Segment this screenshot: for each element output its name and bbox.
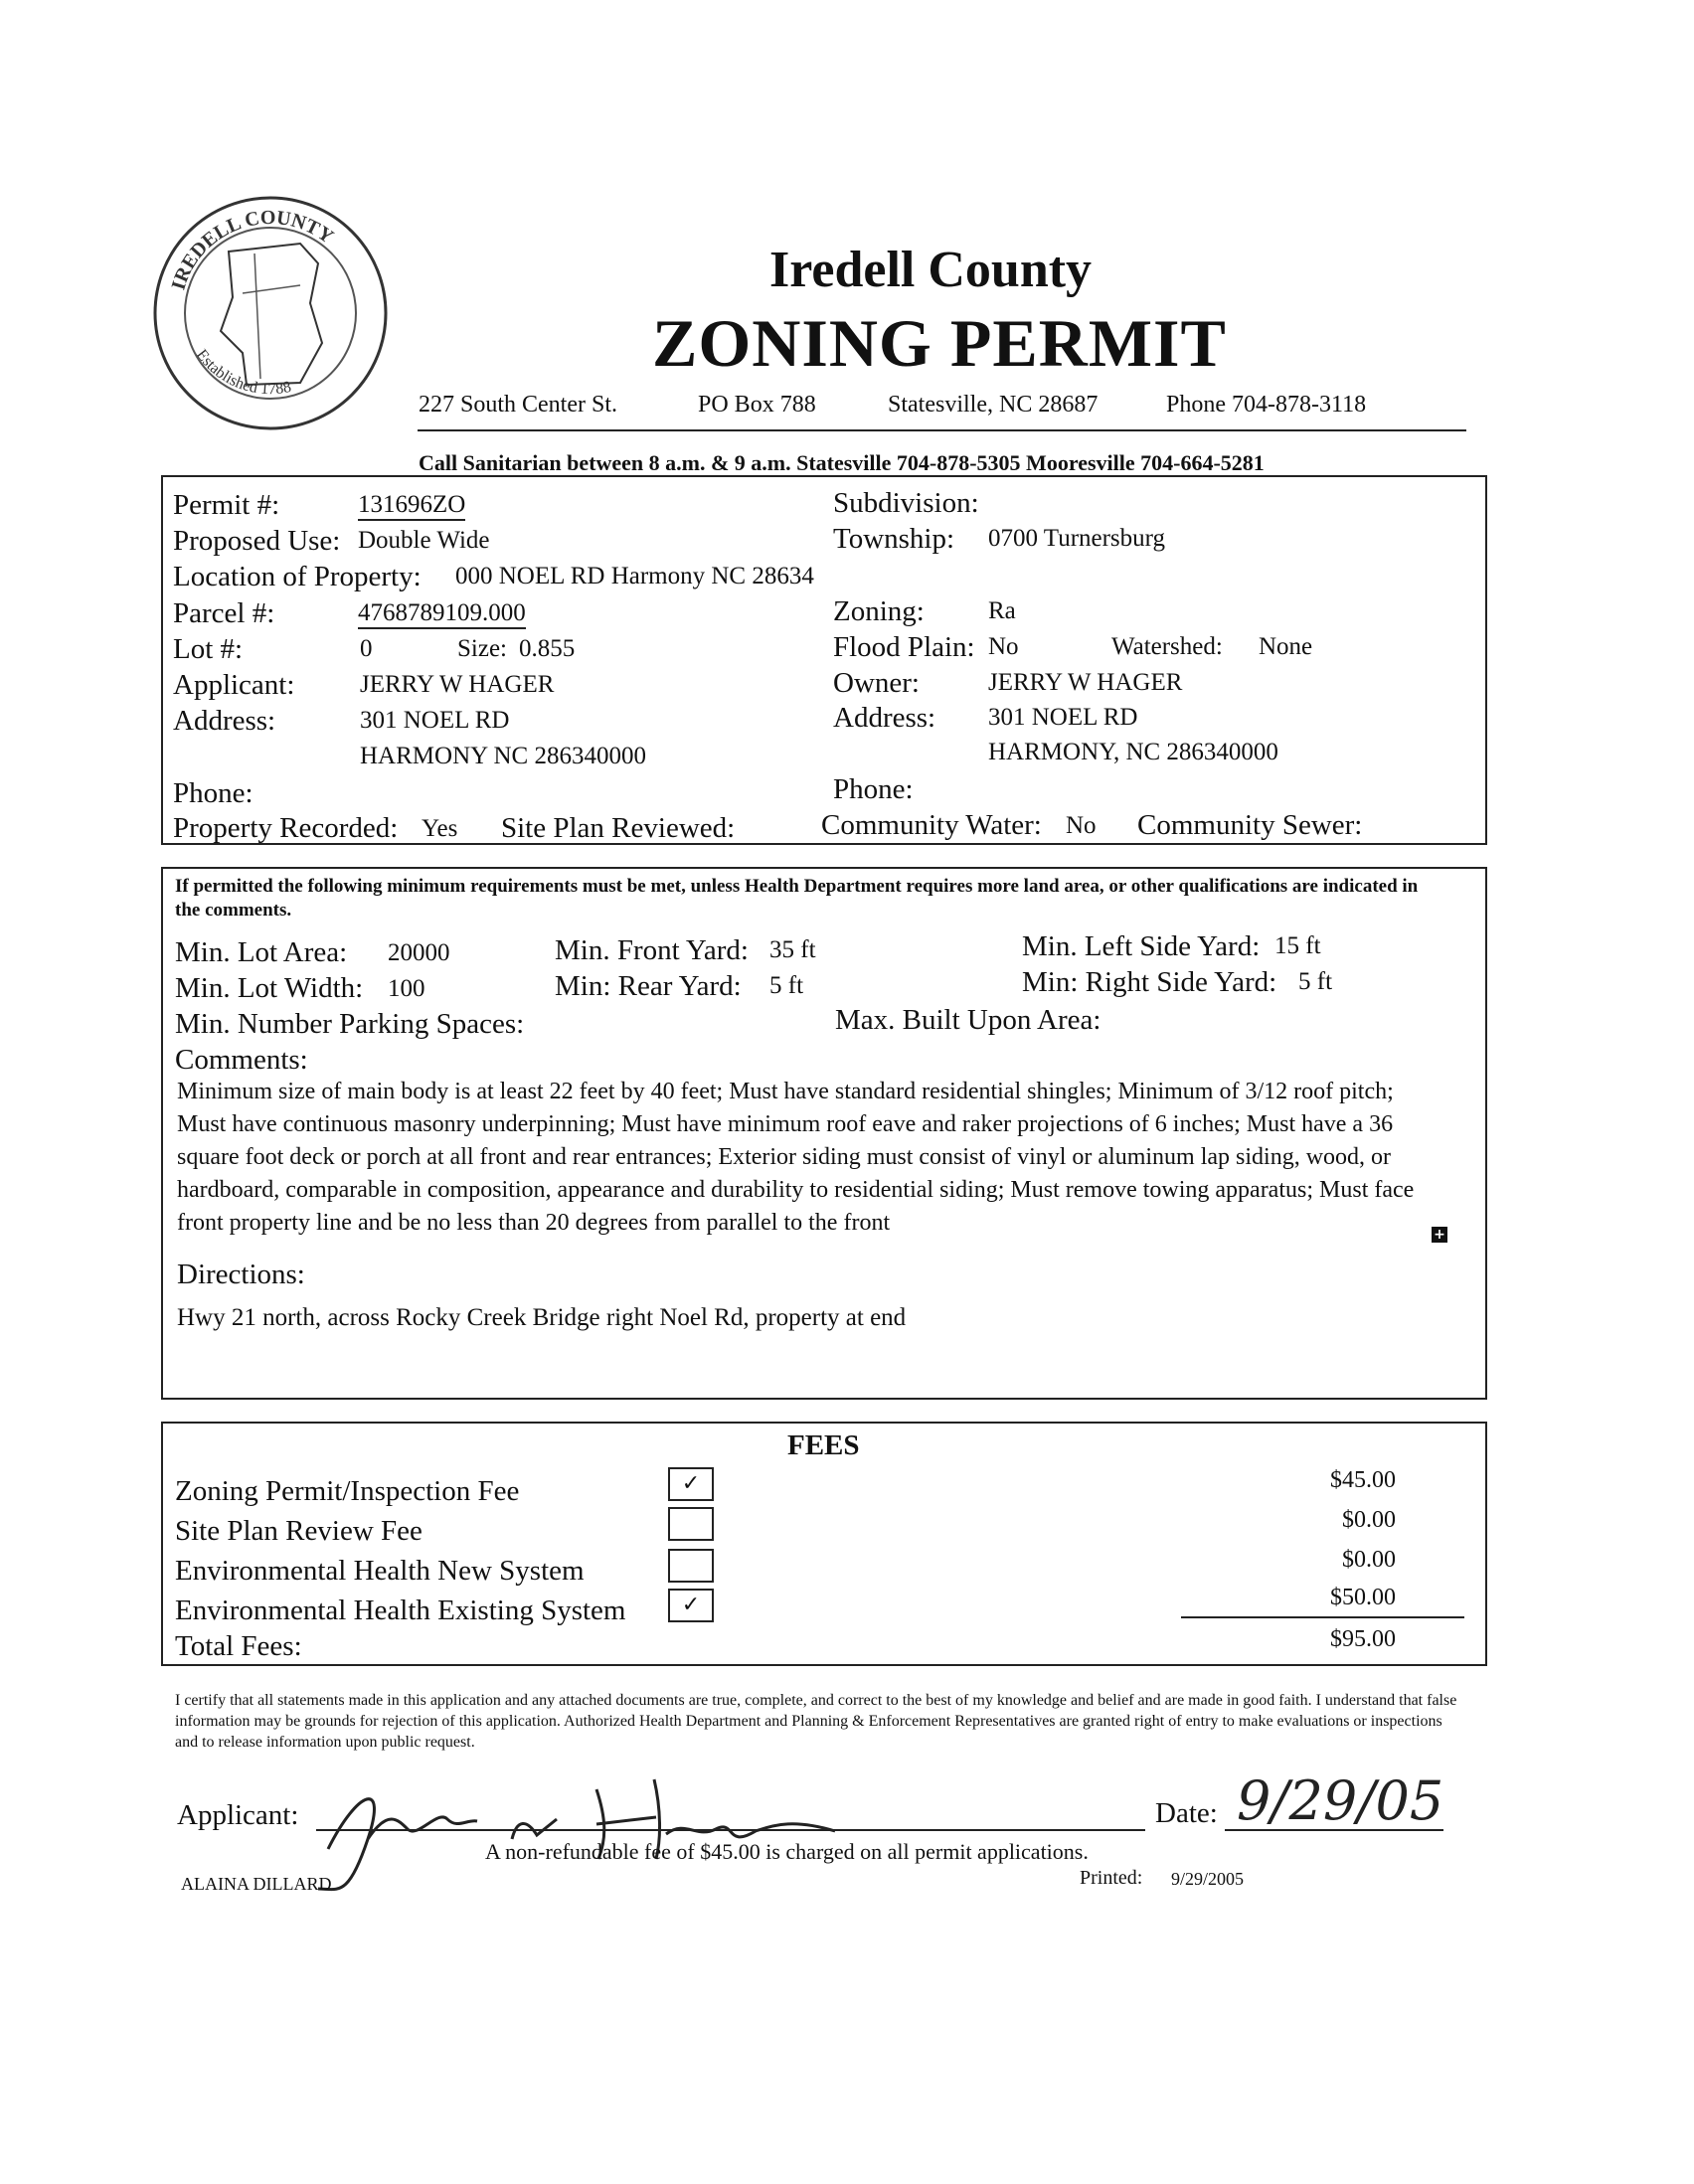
flood-plain-value: No	[988, 633, 1019, 660]
address-line2: HARMONY NC 286340000	[360, 743, 646, 769]
street-address: 227 South Center St.	[419, 392, 618, 418]
fees-total-rule	[1181, 1616, 1464, 1618]
flood-plain-label: Flood Plain:	[833, 631, 975, 663]
permit-label: Permit #:	[173, 489, 280, 521]
min-lot-width-value: 100	[388, 975, 425, 1002]
min-rear-yard-label: Min: Rear Yard:	[555, 970, 742, 1002]
location-label: Location of Property:	[173, 561, 422, 592]
fee-amount: $0.00	[1342, 1507, 1396, 1533]
city-state-zip: Statesville, NC 28687	[888, 392, 1099, 418]
signature-date: 9/29/05	[1237, 1769, 1444, 1832]
requirements-intro: If permitted the following minimum requirements must be met, unless Health Department requires more land area, or other qualifications are indicated in the comments.	[175, 876, 1419, 921]
comments-label: Comments:	[175, 1044, 308, 1076]
lot-value: 0	[360, 635, 373, 662]
printed-date: 9/29/2005	[1171, 1869, 1245, 1889]
printed-label: Printed:	[1080, 1867, 1143, 1889]
total-fees-label: Total Fees:	[175, 1630, 302, 1662]
total-fees-value: $95.00	[1330, 1626, 1396, 1652]
county-seal-icon	[151, 194, 390, 432]
fee-checkbox[interactable]	[668, 1549, 714, 1583]
owner-phone-label: Phone:	[833, 773, 914, 805]
min-lot-area-value: 20000	[388, 939, 450, 966]
phone-label: Phone:	[173, 777, 254, 809]
date-line	[1225, 1829, 1443, 1831]
property-recorded-value: Yes	[422, 815, 458, 842]
parcel-label: Parcel #:	[173, 597, 275, 629]
min-rear-yard-value: 5 ft	[769, 972, 804, 999]
permit-number: 131696ZO	[358, 491, 465, 521]
fees-title: FEES	[787, 1429, 860, 1461]
comments-text: Minimum size of main body is at least 22 feet by 40 feet; Must have standard residential shingles; Minimum of 3/12 roof pitch; Must have continuous masonry underpinning; Must have minimum roof eave and raker projections of 6 inches; Must have a 36 square foot deck or porch at all front and rear entrances; Exterior siding must consist of vinyl or aluminum lap siding, wood, or hardboard, comparable in composition, appearance and durability to residential siding; Must remove towing apparatus; Must face front property line and be no less than 20 degrees from parallel to the front	[177, 1079, 1415, 1236]
min-front-yard-value: 35 ft	[769, 936, 816, 963]
owner-address-line2: HARMONY, NC 286340000	[988, 739, 1278, 765]
directions-text: Hwy 21 north, across Rocky Creek Bridge right Noel Rd, property at end	[177, 1304, 907, 1331]
fee-amount: $0.00	[1342, 1547, 1396, 1573]
county-name: Iredell County	[769, 242, 1093, 298]
watershed-label: Watershed:	[1111, 633, 1223, 660]
sanitarian-call-note: Call Sanitarian between 8 a.m. & 9 a.m. Statesville 704-878-5305 Mooresville 704-664-5281	[419, 450, 1265, 475]
size-value: 0.855	[519, 635, 576, 662]
min-lot-width-label: Min. Lot Width:	[175, 972, 364, 1004]
min-left-side-value: 15 ft	[1274, 932, 1321, 959]
applicant-signature-line	[316, 1829, 1145, 1831]
applicant-value: JERRY W HAGER	[360, 671, 555, 698]
fee-amount: $50.00	[1330, 1585, 1396, 1610]
township-label: Township:	[833, 523, 955, 555]
applicant-signature	[298, 1750, 855, 1899]
min-right-side-value: 5 ft	[1298, 968, 1333, 995]
watershed-value: None	[1259, 633, 1313, 660]
directions-label: Directions:	[177, 1259, 305, 1290]
address-line1: 301 NOEL RD	[360, 707, 510, 734]
owner-value: JERRY W HAGER	[988, 669, 1183, 696]
page-title: ZONING PERMIT	[652, 305, 1227, 381]
address-label: Address:	[173, 705, 276, 737]
fee-amount: $45.00	[1330, 1467, 1396, 1493]
fee-item-label: Environmental Health New System	[175, 1555, 585, 1587]
community-water-value: No	[1066, 812, 1097, 839]
min-front-yard-label: Min. Front Yard:	[555, 934, 749, 966]
community-sewer-label: Community Sewer:	[1137, 809, 1363, 841]
certification-text: I certify that all statements made in this application and any attached documents are true, complete, and correct to the best of my knowledge and belief and are made in good faith. I understand that false information may be grounds for rejection of this application. Authorized Health Department and Planning & Enforcement Representatives are granted right of entry to make evaluations or inspections and to release information upon public request.	[175, 1692, 1457, 1751]
location-value: 000 NOEL RD Harmony NC 28634	[455, 563, 814, 589]
min-lot-area-label: Min. Lot Area:	[175, 936, 348, 968]
township-value: 0700 Turnersburg	[988, 525, 1166, 552]
clerk-name: ALAINA DILLARD	[181, 1874, 332, 1894]
min-parking-label: Min. Number Parking Spaces:	[175, 1008, 525, 1040]
fee-item-label: Zoning Permit/Inspection Fee	[175, 1475, 520, 1507]
expand-comments-plus-icon[interactable]: +	[1432, 1227, 1447, 1243]
fee-checkbox[interactable]	[668, 1507, 714, 1541]
applicant-signature-label: Applicant:	[177, 1799, 299, 1831]
date-label: Date:	[1155, 1797, 1218, 1829]
proposed-use-label: Proposed Use:	[173, 525, 341, 557]
seal-bottom-text: Established 1788	[192, 346, 293, 399]
lot-label: Lot #:	[173, 633, 244, 665]
site-plan-label: Site Plan Reviewed:	[501, 812, 736, 844]
max-built-upon-label: Max. Built Upon Area:	[835, 1004, 1101, 1036]
proposed-use-value: Double Wide	[358, 527, 490, 554]
owner-address-line1: 301 NOEL RD	[988, 704, 1138, 731]
size-label: Size:	[457, 635, 507, 662]
parcel-number: 4768789109.000	[358, 599, 526, 629]
zoning-label: Zoning:	[833, 595, 925, 627]
seal-top-text: IREDELL COUNTY	[167, 206, 338, 293]
fee-checkbox[interactable]: ✓	[668, 1467, 714, 1501]
owner-address-label: Address:	[833, 702, 936, 734]
min-left-side-label: Min. Left Side Yard:	[1022, 930, 1261, 962]
fee-checkbox[interactable]: ✓	[668, 1589, 714, 1622]
header-rule	[418, 429, 1466, 431]
fee-item-label: Environmental Health Existing System	[175, 1595, 626, 1626]
office-phone: Phone 704-878-3118	[1166, 392, 1367, 418]
po-box: PO Box 788	[698, 392, 816, 418]
fee-item-label: Site Plan Review Fee	[175, 1515, 423, 1547]
non-refundable-fee-note: A non-refundable fee of $45.00 is charged on all permit applications.	[485, 1839, 1089, 1864]
subdivision-label: Subdivision:	[833, 487, 979, 519]
community-water-label: Community Water:	[821, 809, 1042, 841]
zoning-value: Ra	[988, 597, 1016, 624]
applicant-label: Applicant:	[173, 669, 295, 701]
owner-label: Owner:	[833, 667, 920, 699]
min-right-side-label: Min: Right Side Yard:	[1022, 966, 1277, 998]
property-recorded-label: Property Recorded:	[173, 812, 399, 844]
